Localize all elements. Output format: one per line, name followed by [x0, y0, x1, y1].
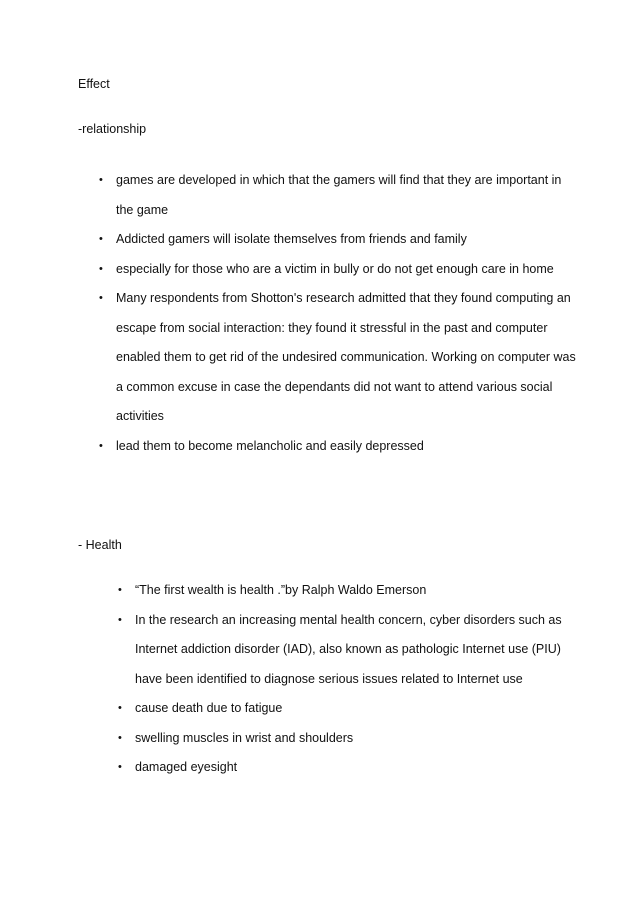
list-item	[116, 606, 586, 695]
list-item	[97, 225, 577, 255]
list-item	[116, 694, 586, 724]
bullet-icon: •	[118, 731, 122, 744]
list-item-text: Addicted gamers will isolate themselves from friends and family	[116, 232, 467, 246]
bullet-icon: •	[99, 233, 103, 245]
list-item-text: damaged eyesight	[135, 760, 238, 774]
bullet-icon: •	[99, 439, 103, 452]
list-item-text: games are developed in which that the gamers will find that they are important in the game	[116, 173, 562, 217]
bullet-icon: •	[118, 584, 122, 596]
list-item-text: swelling muscles in wrist and shoulders	[135, 730, 354, 745]
bullet-icon: •	[99, 262, 103, 275]
list-item-text: In the research an increasing mental health concern, cyber disorders such as Internet addiction disorder (IAD), also known as pathologic Internet use (PIU) have been identified to diagnose serious issues related to Internet use	[135, 612, 562, 686]
list-item-text: cause death due to fatigue	[135, 701, 283, 715]
bullet-icon: •	[99, 174, 103, 186]
relationship-bullet-list	[97, 166, 577, 461]
list-item	[116, 753, 586, 783]
relationship-heading: -relationship	[78, 122, 147, 136]
health-heading: - Health	[78, 538, 122, 552]
bullet-icon: •	[118, 613, 122, 626]
bullet-icon: •	[118, 761, 122, 773]
health-bullet-list	[116, 576, 586, 783]
list-item-text: especially for those who are a victim in bully or do not get enough care in home	[116, 261, 554, 276]
bullet-icon: •	[99, 292, 103, 304]
list-item	[97, 255, 577, 285]
list-item	[97, 284, 577, 432]
bullet-icon: •	[118, 702, 122, 714]
list-item	[116, 576, 586, 606]
effect-heading: Effect	[78, 77, 110, 91]
list-item-text: Many respondents from Shotton's research admitted that they found computing an escape from social interaction: they found it stressful in the past and computer enabled them to get rid of the undesired communication. Working on computer was a common excuse in case the dependants did not want to attend various social activities	[116, 291, 576, 423]
list-item-text: lead them to become melancholic and easily depressed	[116, 438, 424, 453]
list-item-text: “The first wealth is health .”by Ralph Waldo Emerson	[135, 583, 427, 597]
list-item	[97, 166, 577, 225]
list-item	[116, 724, 586, 754]
list-item	[97, 432, 577, 462]
